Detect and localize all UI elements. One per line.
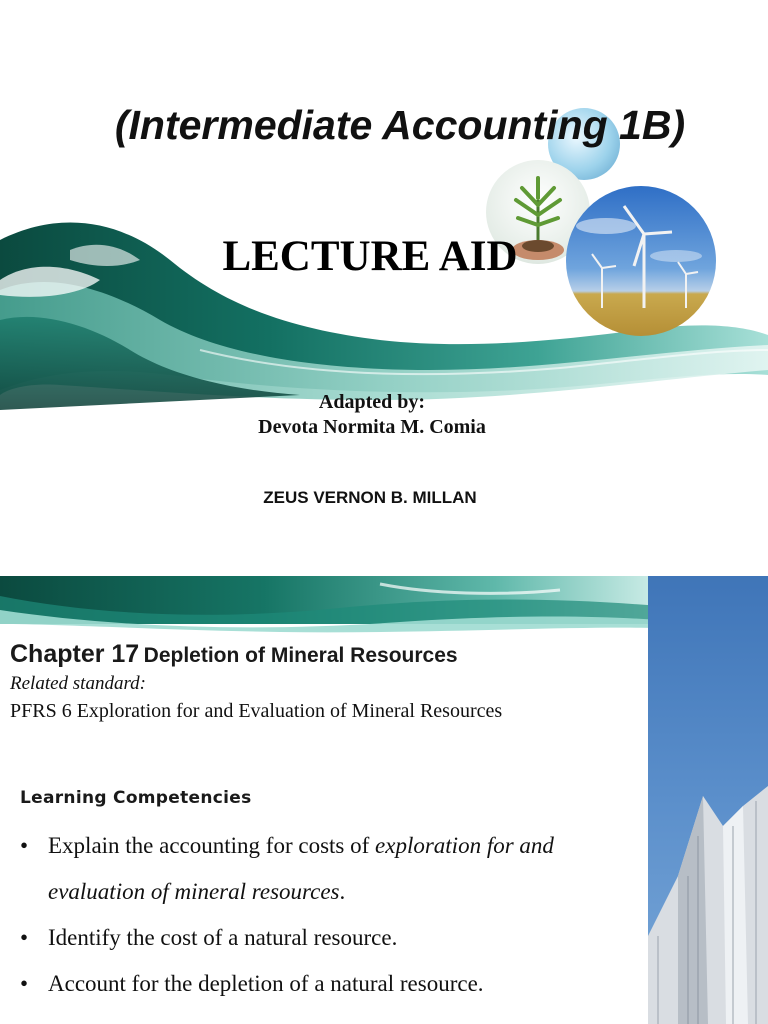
list-item	[18, 961, 638, 1007]
related-standard-label: Related standard:	[10, 673, 146, 694]
competency-italic: exploration for and evaluation of mineral resources	[48, 833, 554, 904]
adapted-label: Adapted by:	[318, 391, 426, 413]
adapted-block	[0, 390, 744, 440]
presenter-name: ZEUS VERNON B. MILLAN	[263, 488, 477, 507]
modern-building-image	[648, 576, 768, 1024]
competencies-list	[18, 823, 638, 1007]
chapter-prefix: Chapter 17	[10, 640, 140, 668]
competencies-heading: Learning Competencies	[20, 788, 252, 808]
adapted-author: Devota Normita M. Comia	[258, 416, 486, 438]
wave-banner	[0, 576, 660, 636]
chapter-title	[10, 640, 458, 669]
lecture-title: LECTURE AID	[222, 233, 518, 280]
bullet-icon: •	[20, 833, 29, 858]
competency-end: .	[339, 879, 346, 904]
list-item	[18, 823, 638, 915]
bullet-icon: •	[20, 971, 29, 996]
list-item	[18, 915, 638, 961]
competency-text: Identify the cost of a natural resource.	[48, 925, 398, 950]
bullet-icon: •	[20, 925, 29, 950]
chapter-name: Depletion of Mineral Resources	[143, 644, 458, 667]
course-title: (Intermediate Accounting 1B)	[114, 102, 686, 148]
related-standard: PFRS 6 Exploration for and Evaluation of Mineral Resources	[10, 700, 503, 722]
competency-text: Explain the accounting for costs of	[48, 833, 376, 858]
competency-text: Account for the depletion of a natural resource.	[48, 971, 484, 996]
